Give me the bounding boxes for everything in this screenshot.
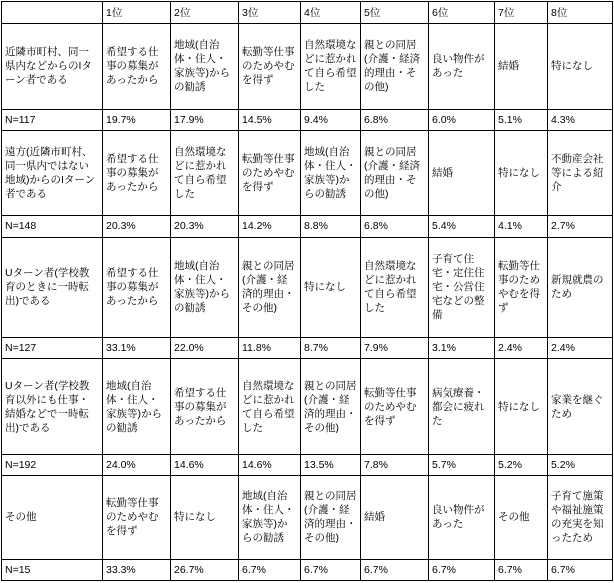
reason-cell: その他 <box>495 476 548 560</box>
header-row <box>2 2 613 24</box>
reason-cell: 親との同居(介護・経済的理由・その他) <box>361 130 429 216</box>
percent-row <box>2 559 613 580</box>
percent-cell: 8.8% <box>301 216 361 237</box>
percent-cell: 19.7% <box>103 109 171 130</box>
sample-size: N=148 <box>2 216 103 237</box>
reason-cell: 自然環境などに惹かれて自ら希望した <box>239 359 301 455</box>
reason-cell: 特になし <box>301 237 361 338</box>
percent-cell: 26.7% <box>171 559 239 580</box>
percent-row <box>2 338 613 359</box>
percent-cell: 6.7% <box>301 559 361 580</box>
percent-row <box>2 455 613 476</box>
percent-cell: 14.6% <box>171 455 239 476</box>
reason-cell: 自然環境などに惹かれて自ら希望した <box>171 130 239 216</box>
reason-cell: 転勤等仕事のためやむを得ず <box>239 24 301 110</box>
percent-cell: 5.2% <box>495 455 548 476</box>
reason-row <box>2 359 613 455</box>
reason-cell: 結婚 <box>429 130 495 216</box>
percent-cell: 14.5% <box>239 109 301 130</box>
reason-cell: 希望する仕事の募集があったから <box>171 359 239 455</box>
reason-row <box>2 476 613 560</box>
ranking-table <box>1 1 613 581</box>
reason-cell: 子育て住宅・定住住宅・公営住宅などの整備 <box>429 237 495 338</box>
corner-cell <box>2 2 103 24</box>
reason-cell: 希望する仕事の募集があったから <box>103 237 171 338</box>
percent-cell: 14.2% <box>239 216 301 237</box>
reason-cell: 親との同居(介護・経済的理由・その他) <box>361 24 429 110</box>
percent-cell: 4.1% <box>495 216 548 237</box>
sample-size: N=192 <box>2 455 103 476</box>
percent-cell: 7.8% <box>361 455 429 476</box>
group-label: 近隣市町村、同一県内などからのIターン者である <box>2 24 103 110</box>
percent-cell: 6.7% <box>495 559 548 580</box>
sample-size: N=15 <box>2 559 103 580</box>
percent-cell: 33.3% <box>103 559 171 580</box>
reason-cell: 特になし <box>548 24 613 110</box>
percent-cell: 5.1% <box>495 109 548 130</box>
reason-cell: 地域(自治体・住人・家族等)からの勧誘 <box>239 476 301 560</box>
reason-cell: 地域(自治体・住人・家族等)からの勧誘 <box>103 359 171 455</box>
reason-cell: 良い物件があった <box>429 476 495 560</box>
rank-header: 4位 <box>301 2 361 24</box>
percent-cell: 6.7% <box>548 559 613 580</box>
reason-cell: 病気療養・都会に疲れた <box>429 359 495 455</box>
percent-cell: 8.7% <box>301 338 361 359</box>
reason-row <box>2 237 613 338</box>
percent-cell: 20.3% <box>103 216 171 237</box>
reason-cell: 希望する仕事の募集があったから <box>103 24 171 110</box>
percent-cell: 6.8% <box>361 109 429 130</box>
reason-cell: 転勤等仕事のためやむを得ず <box>103 476 171 560</box>
reason-cell: 家業を継ぐため <box>548 359 613 455</box>
reason-cell: 親との同居(介護・経済的理由・その他) <box>301 359 361 455</box>
reason-cell: 子育て施策や福祉施策の充実を知ったため <box>548 476 613 560</box>
percent-row <box>2 109 613 130</box>
percent-cell: 22.0% <box>171 338 239 359</box>
percent-cell: 7.9% <box>361 338 429 359</box>
reason-cell: 結婚 <box>361 476 429 560</box>
percent-cell: 5.2% <box>548 455 613 476</box>
reason-cell: 転勤等仕事のためやむを得ず <box>495 237 548 338</box>
percent-cell: 3.1% <box>429 338 495 359</box>
sample-size: N=117 <box>2 109 103 130</box>
reason-cell: 希望する仕事の募集があったから <box>103 130 171 216</box>
reason-cell: 転勤等仕事のためやむを得ず <box>361 359 429 455</box>
rank-header: 3位 <box>239 2 301 24</box>
percent-cell: 2.4% <box>548 338 613 359</box>
percent-cell: 33.1% <box>103 338 171 359</box>
percent-cell: 24.0% <box>103 455 171 476</box>
rank-header: 5位 <box>361 2 429 24</box>
sample-size: N=127 <box>2 338 103 359</box>
reason-cell: 特になし <box>495 130 548 216</box>
percent-cell: 5.7% <box>429 455 495 476</box>
rank-header: 1位 <box>103 2 171 24</box>
rank-header: 2位 <box>171 2 239 24</box>
percent-cell: 6.7% <box>429 559 495 580</box>
reason-cell: 不動産会社等による紹介 <box>548 130 613 216</box>
percent-cell: 6.0% <box>429 109 495 130</box>
reason-cell: 新規就農のため <box>548 237 613 338</box>
rank-header: 7位 <box>495 2 548 24</box>
reason-cell: 特になし <box>171 476 239 560</box>
group-label: Uターン者(学校教育以外にも仕事・結婚などで一時転出)である <box>2 359 103 455</box>
percent-cell: 6.8% <box>361 216 429 237</box>
reason-cell: 特になし <box>495 359 548 455</box>
percent-cell: 20.3% <box>171 216 239 237</box>
group-label: Uターン者(学校教育のときに一時転出)である <box>2 237 103 338</box>
rank-header: 6位 <box>429 2 495 24</box>
reason-cell: 親との同居(介護・経済的理由・その他) <box>239 237 301 338</box>
percent-cell: 13.5% <box>301 455 361 476</box>
percent-cell: 4.3% <box>548 109 613 130</box>
group-label: その他 <box>2 476 103 560</box>
reason-cell: 自然環境などに惹かれて自ら希望した <box>301 24 361 110</box>
percent-cell: 17.9% <box>171 109 239 130</box>
rank-header: 8位 <box>548 2 613 24</box>
percent-cell: 6.7% <box>361 559 429 580</box>
group-label: 遠方(近隣市町村、同一県内ではない地域)からのIターン者である <box>2 130 103 216</box>
percent-cell: 2.4% <box>495 338 548 359</box>
reason-cell: 地域(自治体・住人・家族等)からの勧誘 <box>301 130 361 216</box>
percent-cell: 6.7% <box>239 559 301 580</box>
reason-cell: 地域(自治体・住人・家族等)からの勧誘 <box>171 237 239 338</box>
reason-cell: 良い物件があった <box>429 24 495 110</box>
percent-cell: 14.6% <box>239 455 301 476</box>
reason-cell: 親との同居(介護・経済的理由・その他) <box>301 476 361 560</box>
reason-row <box>2 24 613 110</box>
percent-cell: 2.7% <box>548 216 613 237</box>
reason-cell: 転勤等仕事のためやむを得ず <box>239 130 301 216</box>
reason-cell: 結婚 <box>495 24 548 110</box>
reason-cell: 自然環境などに惹かれて自ら希望した <box>361 237 429 338</box>
percent-cell: 11.8% <box>239 338 301 359</box>
reason-cell: 地域(自治体・住人・家族等)からの勧誘 <box>171 24 239 110</box>
percent-cell: 9.4% <box>301 109 361 130</box>
reason-row <box>2 130 613 216</box>
percent-cell: 5.4% <box>429 216 495 237</box>
percent-row <box>2 216 613 237</box>
